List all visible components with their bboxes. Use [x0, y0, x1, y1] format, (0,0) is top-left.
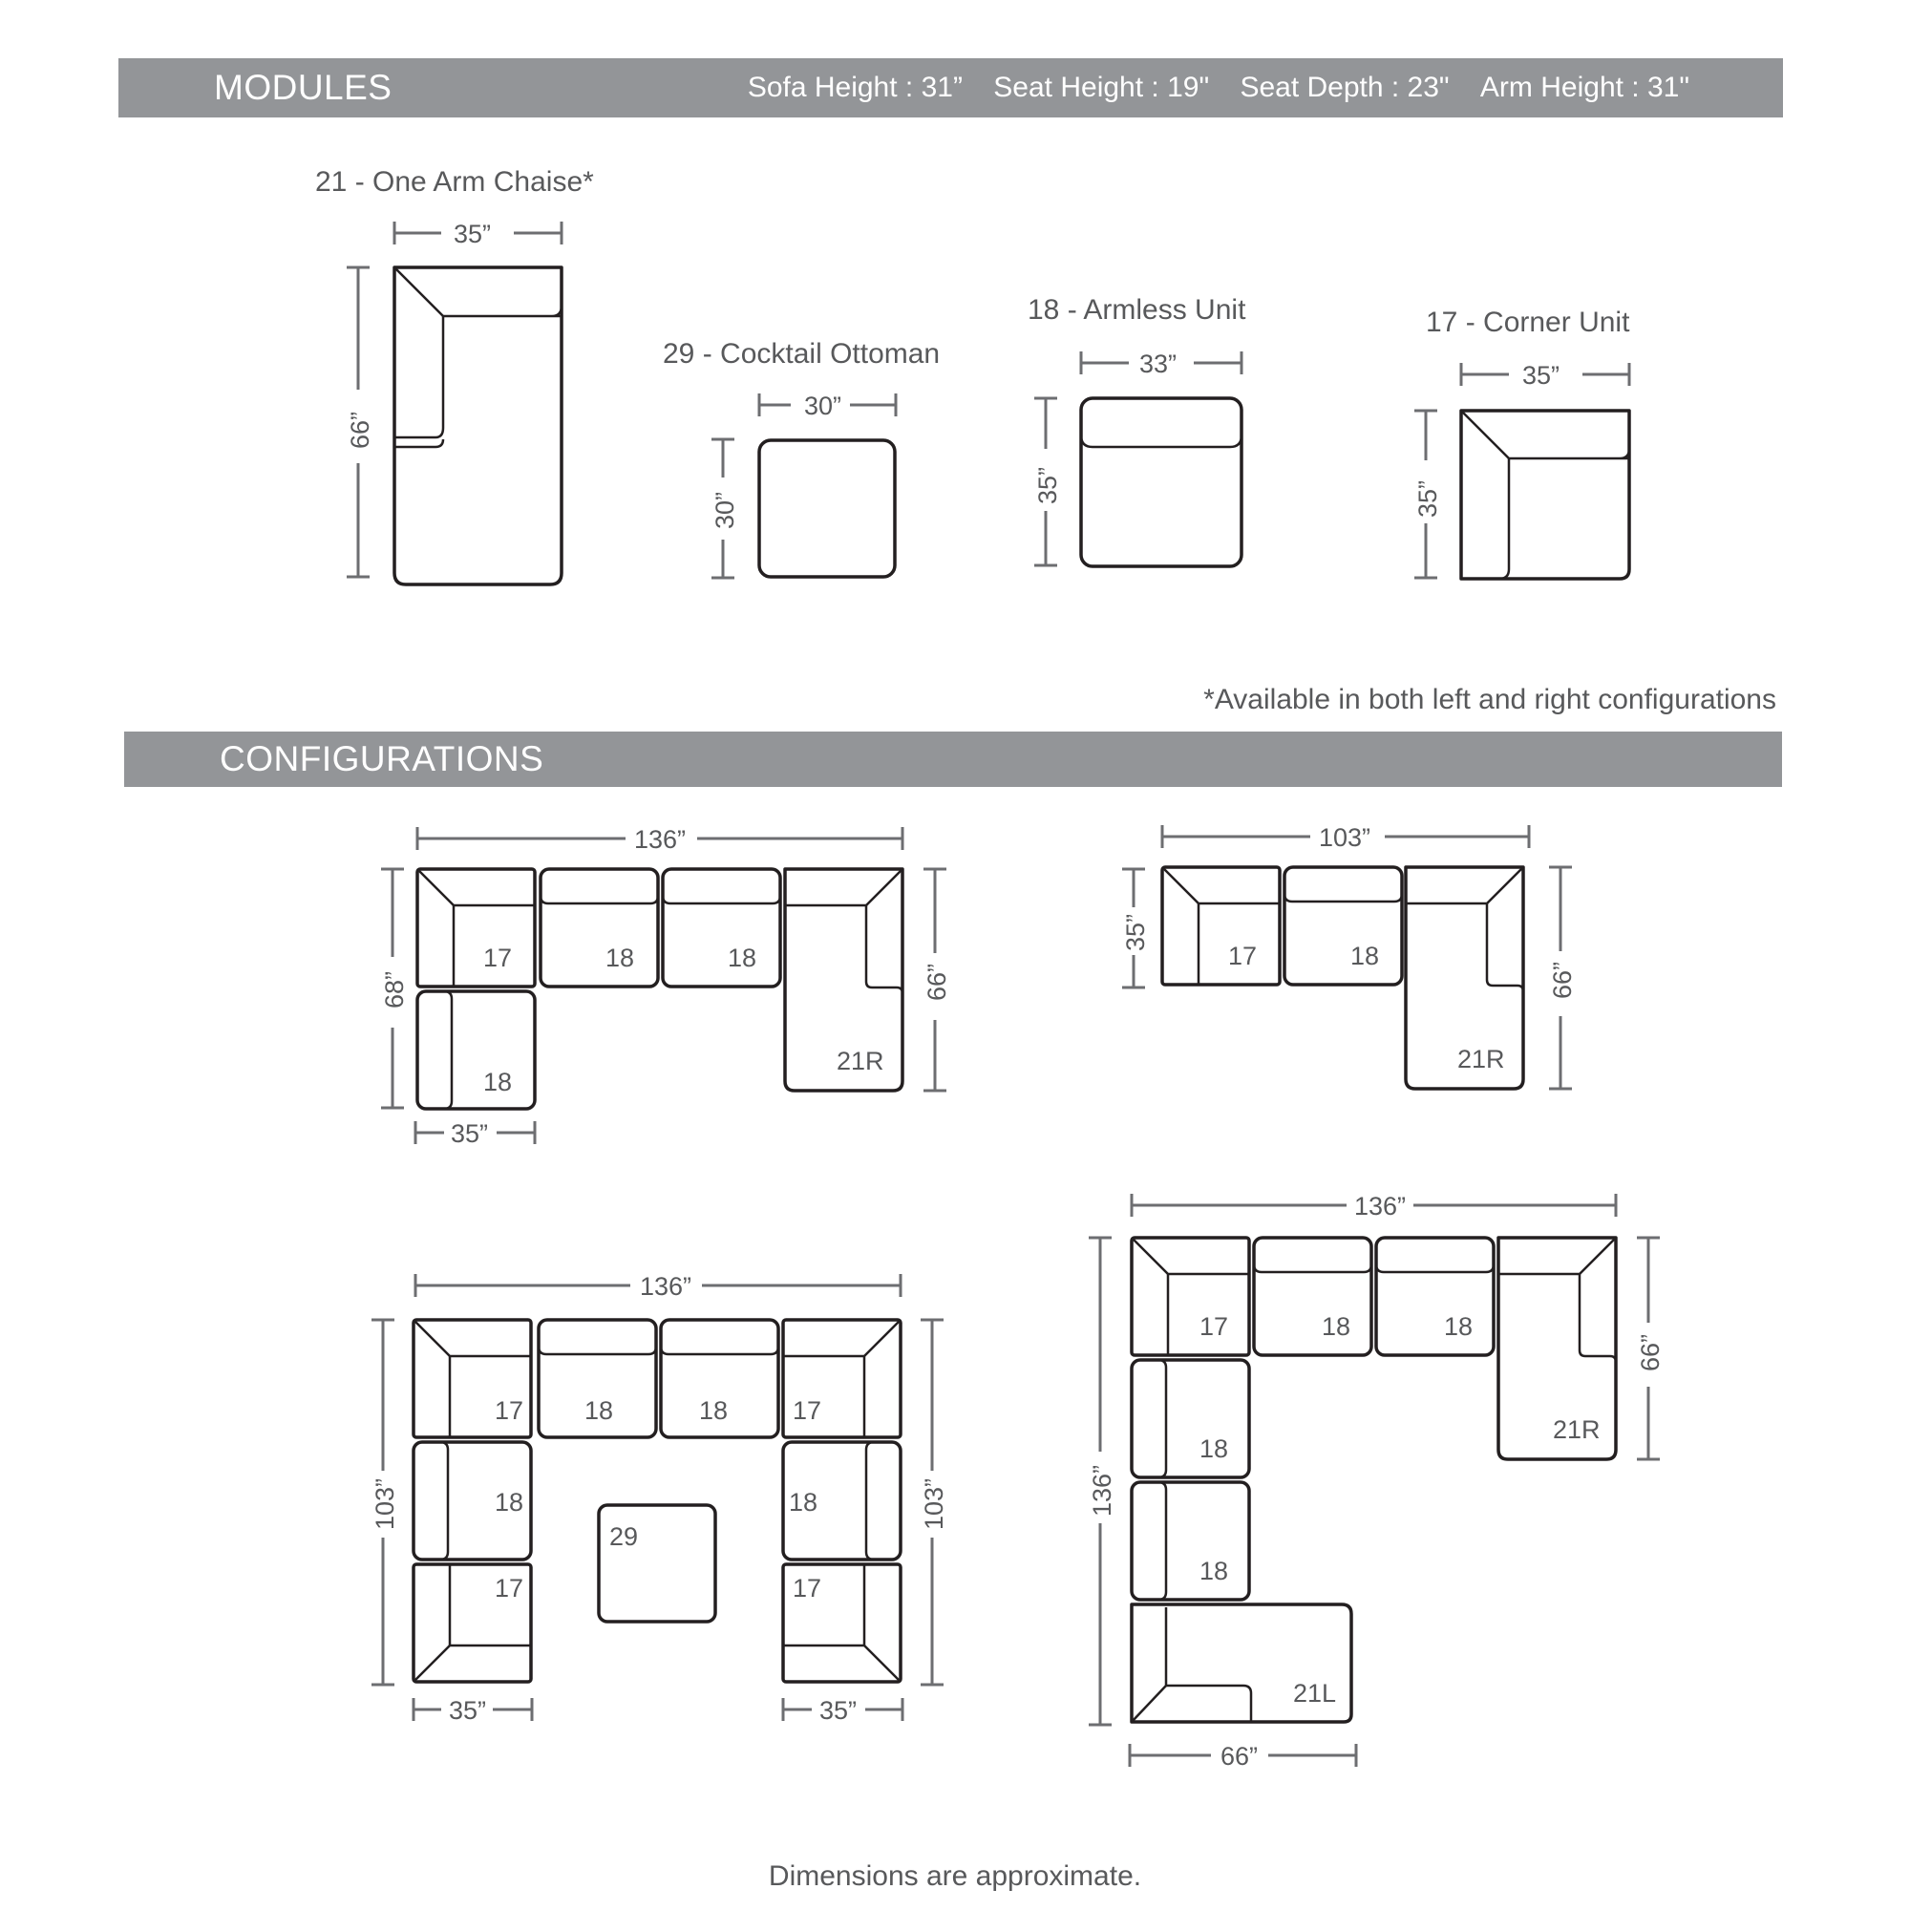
config2-right-label: 66”	[1548, 961, 1577, 999]
corner-title: 17 - Corner Unit	[1426, 307, 1630, 338]
config3-width-label: 136”	[640, 1272, 692, 1301]
config3-right-dim	[920, 1320, 948, 1685]
chaise-width-label: 35”	[454, 220, 492, 248]
config1-left-label: 68”	[380, 970, 409, 1008]
config4-bottom-dim	[1130, 1742, 1356, 1771]
config-4	[1088, 1192, 1665, 1771]
armless-depth-dim	[1033, 398, 1062, 565]
config4-right-dim	[1636, 1238, 1665, 1459]
ottoman-depth-dim	[711, 439, 739, 578]
config2-label-21r: 21R	[1457, 1045, 1505, 1073]
config3-bottom-right-dim	[783, 1696, 902, 1725]
config2-left-label: 35”	[1121, 913, 1150, 951]
config3-label-29: 29	[609, 1522, 639, 1551]
config2-label-18: 18	[1350, 942, 1380, 970]
config3-label-18c: 18	[495, 1488, 524, 1517]
config3-label-17c: 17	[495, 1574, 524, 1603]
config2-left-dim	[1121, 869, 1150, 987]
spec-seat-height: Seat Height : 19"	[993, 72, 1210, 103]
corner-shape	[1461, 411, 1629, 579]
config3-width-dim	[415, 1272, 901, 1301]
config4-label-21r: 21R	[1553, 1415, 1601, 1444]
config1-label-18a: 18	[605, 944, 635, 972]
ottoman-width-label: 30”	[804, 392, 842, 420]
config3-label-18b: 18	[699, 1396, 729, 1425]
config1-label-18c: 18	[483, 1068, 513, 1096]
config2-right-dim	[1548, 867, 1577, 1089]
ottoman-depth-label: 30”	[711, 491, 739, 529]
spec-sofa-height: Sofa Height : 31”	[747, 72, 963, 103]
armless-width-dim	[1081, 350, 1242, 378]
armless-depth-label: 35”	[1033, 466, 1062, 504]
availability-note: *Available in both left and right configurations	[1203, 684, 1776, 715]
config4-label-17: 17	[1199, 1312, 1229, 1341]
config4-label-18c: 18	[1199, 1434, 1229, 1463]
armless-width-label: 33”	[1139, 350, 1178, 378]
corner-width-dim	[1461, 361, 1629, 390]
corner-depth-dim	[1413, 411, 1442, 578]
spec-seat-depth: Seat Depth : 23"	[1240, 72, 1450, 103]
config3-label-17a: 17	[495, 1396, 524, 1425]
config1-right-label: 66”	[923, 963, 951, 1001]
ottoman-module	[663, 338, 940, 578]
config4-right-label: 66”	[1636, 1333, 1665, 1371]
config1-label-21r: 21R	[837, 1047, 884, 1075]
config1-label-17: 17	[483, 944, 513, 972]
config1-label-18b: 18	[728, 944, 757, 972]
config4-label-18d: 18	[1199, 1557, 1229, 1585]
config2-width-dim	[1162, 823, 1529, 852]
footer-note: Dimensions are approximate.	[768, 1860, 1142, 1892]
config1-left-dim	[380, 869, 409, 1108]
config3-left-dim	[371, 1320, 399, 1685]
config2-width-label: 103”	[1319, 823, 1371, 852]
armless-title: 18 - Armless Unit	[1028, 294, 1246, 326]
config1-width-label: 136”	[634, 825, 687, 854]
config4-width-label: 136”	[1354, 1192, 1407, 1221]
config3-bottom-right-label: 35”	[819, 1696, 858, 1725]
config1-right-dim	[923, 869, 951, 1091]
config3-label-18d: 18	[789, 1488, 818, 1517]
config4-label-18b: 18	[1444, 1312, 1474, 1341]
config-3	[371, 1272, 948, 1725]
config3-label-18a: 18	[584, 1396, 614, 1425]
config4-left-label: 136”	[1088, 1464, 1116, 1517]
chaise-title: 21 - One Arm Chaise*	[315, 166, 594, 198]
corner-depth-label: 35”	[1413, 479, 1442, 518]
config3-right-label: 103”	[920, 1477, 948, 1530]
chaise-depth-dim	[346, 267, 374, 577]
config3-label-17b: 17	[793, 1396, 822, 1425]
config3-bottom-left-dim	[414, 1696, 532, 1725]
config2-label-17: 17	[1228, 942, 1258, 970]
config3-left-label: 103”	[371, 1477, 399, 1530]
config4-width-dim	[1132, 1192, 1616, 1221]
ottoman-title: 29 - Cocktail Ottoman	[663, 338, 941, 370]
chaise-shape	[394, 267, 562, 584]
chaise-depth-label: 66”	[346, 411, 374, 449]
armless-module	[1028, 294, 1246, 566]
config4-label-18a: 18	[1322, 1312, 1351, 1341]
config1-bottom-label: 35”	[451, 1119, 489, 1148]
configurations-title: CONFIGURATIONS	[220, 739, 544, 778]
corner-module	[1413, 307, 1630, 579]
ottoman-shape	[759, 440, 895, 577]
config4-bottom-label: 66”	[1220, 1742, 1259, 1771]
config3-label-17d: 17	[793, 1574, 822, 1603]
config1-width-dim	[417, 825, 902, 854]
ottoman-width-dim	[759, 392, 896, 420]
config-2	[1121, 823, 1577, 1089]
spec-arm-height: Arm Height : 31"	[1479, 72, 1689, 103]
chaise-module	[315, 166, 594, 584]
corner-width-label: 35”	[1522, 361, 1560, 390]
config1-bottom-dim	[415, 1119, 535, 1148]
armless-shape	[1081, 398, 1242, 566]
config3-bottom-left-label: 35”	[449, 1696, 487, 1725]
config4-left-dim	[1088, 1238, 1116, 1725]
config4-label-21l: 21L	[1293, 1679, 1337, 1708]
modules-title: MODULES	[214, 68, 393, 107]
config-1	[380, 825, 951, 1148]
chaise-width-dim	[394, 220, 562, 248]
